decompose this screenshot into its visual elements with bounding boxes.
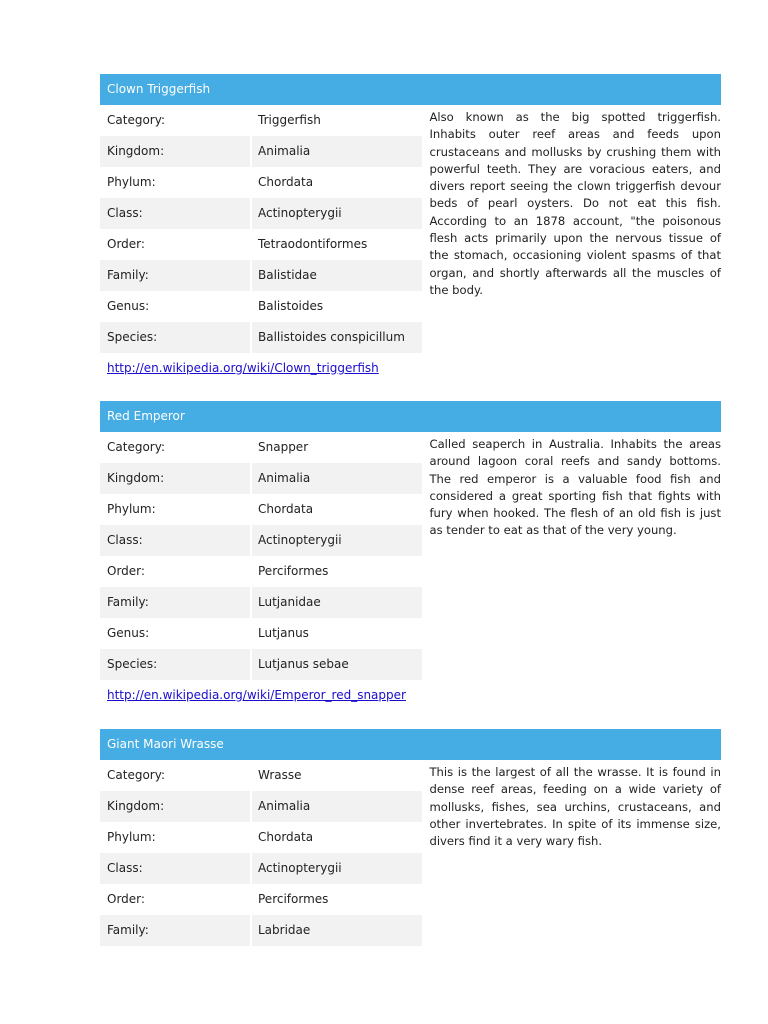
- taxonomy-table: [100, 760, 422, 946]
- row-label: Order:: [107, 892, 145, 906]
- row-value: Chordata: [258, 502, 314, 516]
- row-value: Triggerfish: [258, 113, 321, 127]
- row-value: Lutjanus: [258, 626, 309, 640]
- table-row: [100, 494, 422, 525]
- table-row: [100, 229, 422, 260]
- table-row: [100, 322, 422, 353]
- row-label: Species:: [107, 330, 158, 344]
- row-label: Genus:: [107, 626, 150, 640]
- row-label: Phylum:: [107, 502, 156, 516]
- row-label: Family:: [107, 268, 149, 282]
- row-label: Species:: [107, 657, 158, 671]
- table-row: [100, 260, 422, 291]
- row-value: Chordata: [258, 175, 314, 189]
- taxonomy-table: [100, 432, 422, 680]
- row-value: Animalia: [258, 471, 311, 485]
- link-row: [100, 680, 721, 711]
- description-text: Called seaperch in Australia. Inhabits the areas around lagoon coral reefs and sandy bottoms. The red emperor is a valuable food fish and considered a great sporting fish that fights with fury when hooked. The flesh of an old fish is just as tender to eat as that of the very young.: [429, 437, 721, 538]
- taxonomy-table: [100, 105, 422, 353]
- table-row: [100, 791, 422, 822]
- fish-section-clown-triggerfish: [100, 74, 721, 384]
- row-value: Perciformes: [258, 892, 329, 906]
- table-row: [100, 198, 422, 229]
- section-body: [100, 432, 721, 680]
- section-title: Clown Triggerfish: [100, 74, 721, 105]
- table-row: [100, 105, 422, 136]
- row-value: Animalia: [258, 799, 311, 813]
- row-label: Family:: [107, 923, 149, 937]
- table-row: [100, 649, 422, 680]
- description-text: Also known as the big spotted triggerfish. Inhabits outer reef areas and feeds upon crustaceans and mollusks by crushing them with powerful teeth. They are voracious eaters, and divers report seeing the clown triggerfish devour beds of pearl oysters. Do not eat this fish. According to an 1878 account, "the poisonous flesh acts primarily upon the nervous tissue of the stomach, occasioning violent spasms of that organ, and shortly afterwards all the muscles of the body.: [429, 110, 721, 297]
- row-label: Kingdom:: [107, 144, 165, 158]
- row-value: Actinopterygii: [258, 533, 342, 547]
- table-row: [100, 822, 422, 853]
- row-value: Actinopterygii: [258, 206, 342, 220]
- fish-section-red-emperor: [100, 401, 721, 711]
- table-row: [100, 432, 422, 463]
- row-label: Category:: [107, 768, 165, 782]
- row-value: Labridae: [258, 923, 311, 937]
- row-value: Tetraodontiformes: [258, 237, 368, 251]
- section-body: [100, 760, 721, 946]
- section-title: Red Emperor: [100, 401, 721, 432]
- row-value: Lutjanidae: [258, 595, 321, 609]
- fish-section-giant-maori-wrasse: [100, 729, 721, 946]
- table-row: [100, 291, 422, 322]
- row-label: Phylum:: [107, 175, 156, 189]
- wikipedia-link[interactable]: http://en.wikipedia.org/wiki/Clown_triggerfish: [107, 361, 379, 375]
- table-row: [100, 525, 422, 556]
- table-row: [100, 915, 422, 946]
- row-value: Actinopterygii: [258, 861, 342, 875]
- row-value: Animalia: [258, 144, 311, 158]
- row-value: Chordata: [258, 830, 314, 844]
- row-value: Wrasse: [258, 768, 302, 782]
- row-value: Lutjanus sebae: [258, 657, 349, 671]
- row-label: Kingdom:: [107, 799, 165, 813]
- row-value: Balistoides: [258, 299, 324, 313]
- row-label: Category:: [107, 440, 165, 454]
- description-text: This is the largest of all the wrasse. It is found in dense reef areas, feeding on a wide variety of mollusks, fishes, sea urchins, crustaceans, and other invertebrates. In spite of its immense size, divers find it a very wary fish.: [429, 765, 721, 849]
- table-row: [100, 853, 422, 884]
- row-label: Kingdom:: [107, 471, 165, 485]
- row-value: Snapper: [258, 440, 309, 454]
- table-row: [100, 167, 422, 198]
- row-label: Class:: [107, 206, 143, 220]
- section-body: [100, 105, 721, 353]
- table-row: [100, 884, 422, 915]
- table-row: [100, 463, 422, 494]
- table-row: [100, 587, 422, 618]
- table-row: [100, 556, 422, 587]
- row-label: Order:: [107, 237, 145, 251]
- wikipedia-link[interactable]: http://en.wikipedia.org/wiki/Emperor_red_snapper: [107, 688, 406, 702]
- table-row: [100, 136, 422, 167]
- row-label: Class:: [107, 533, 143, 547]
- row-label: Class:: [107, 861, 143, 875]
- row-label: Phylum:: [107, 830, 156, 844]
- row-label: Order:: [107, 564, 145, 578]
- row-value: Balistidae: [258, 268, 317, 282]
- section-title: Giant Maori Wrasse: [100, 729, 721, 760]
- table-row: [100, 760, 422, 791]
- row-value: Ballistoides conspicillum: [258, 330, 405, 344]
- row-label: Family:: [107, 595, 149, 609]
- row-label: Genus:: [107, 299, 150, 313]
- link-row: [100, 353, 721, 384]
- row-value: Perciformes: [258, 564, 329, 578]
- row-label: Category:: [107, 113, 165, 127]
- table-row: [100, 618, 422, 649]
